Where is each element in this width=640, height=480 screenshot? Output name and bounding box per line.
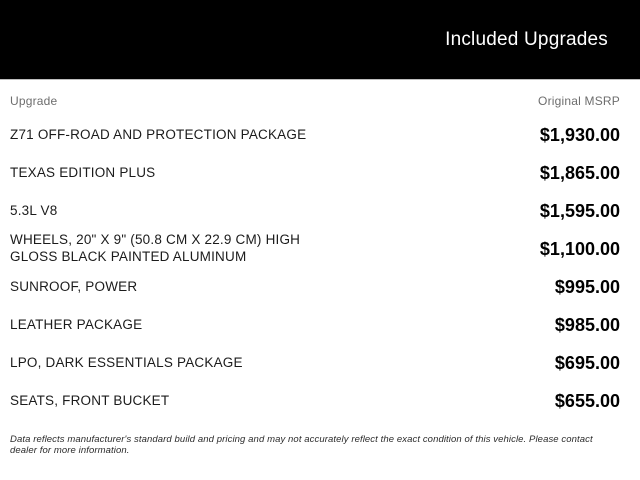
upgrade-label: WHEELS, 20" X 9" (50.8 CM X 22.9 CM) HIGH GLOSS BLACK PAINTED ALUMINUM xyxy=(10,232,301,264)
column-header-upgrade: Upgrade xyxy=(10,94,58,108)
upgrade-label: LPO, DARK ESSENTIALS PACKAGE xyxy=(10,354,243,370)
upgrade-price: $1,595.00 xyxy=(539,200,620,221)
upgrade-label: 5.3L V8 xyxy=(10,202,58,218)
table-row xyxy=(10,306,620,344)
upgrade-price: $655.00 xyxy=(554,390,620,411)
table-row xyxy=(10,344,620,382)
upgrades-table xyxy=(0,80,640,420)
upgrade-price: $1,100.00 xyxy=(539,238,620,259)
column-header-msrp: Original MSRP xyxy=(538,94,620,108)
table-row xyxy=(10,382,620,420)
upgrade-rows xyxy=(10,116,620,420)
page-title: Included Upgrades xyxy=(445,28,608,50)
upgrade-price: $995.00 xyxy=(554,276,620,297)
upgrade-label: SEATS, FRONT BUCKET xyxy=(10,392,170,408)
table-row xyxy=(10,192,620,230)
table-row xyxy=(10,268,620,306)
upgrade-label: SUNROOF, POWER xyxy=(10,278,138,294)
disclaimer-text: Data reflects manufacturer's standard build and pricing and may not accurately reflect the exact condition of this vehicle. Please contact dealer for more information. xyxy=(10,434,593,456)
upgrade-price: $695.00 xyxy=(554,352,620,373)
table-row xyxy=(10,230,620,268)
upgrade-label: LEATHER PACKAGE xyxy=(10,316,143,332)
upgrade-price: $1,930.00 xyxy=(539,124,620,145)
upgrade-price: $1,865.00 xyxy=(539,162,620,183)
table-row xyxy=(10,154,620,192)
upgrade-price: $985.00 xyxy=(554,314,620,335)
included-upgrades-header xyxy=(0,0,640,80)
table-row xyxy=(10,116,620,154)
table-column-headers xyxy=(10,80,620,116)
upgrade-label: Z71 OFF-ROAD AND PROTECTION PACKAGE xyxy=(10,126,307,142)
upgrade-label: TEXAS EDITION PLUS xyxy=(10,164,156,180)
